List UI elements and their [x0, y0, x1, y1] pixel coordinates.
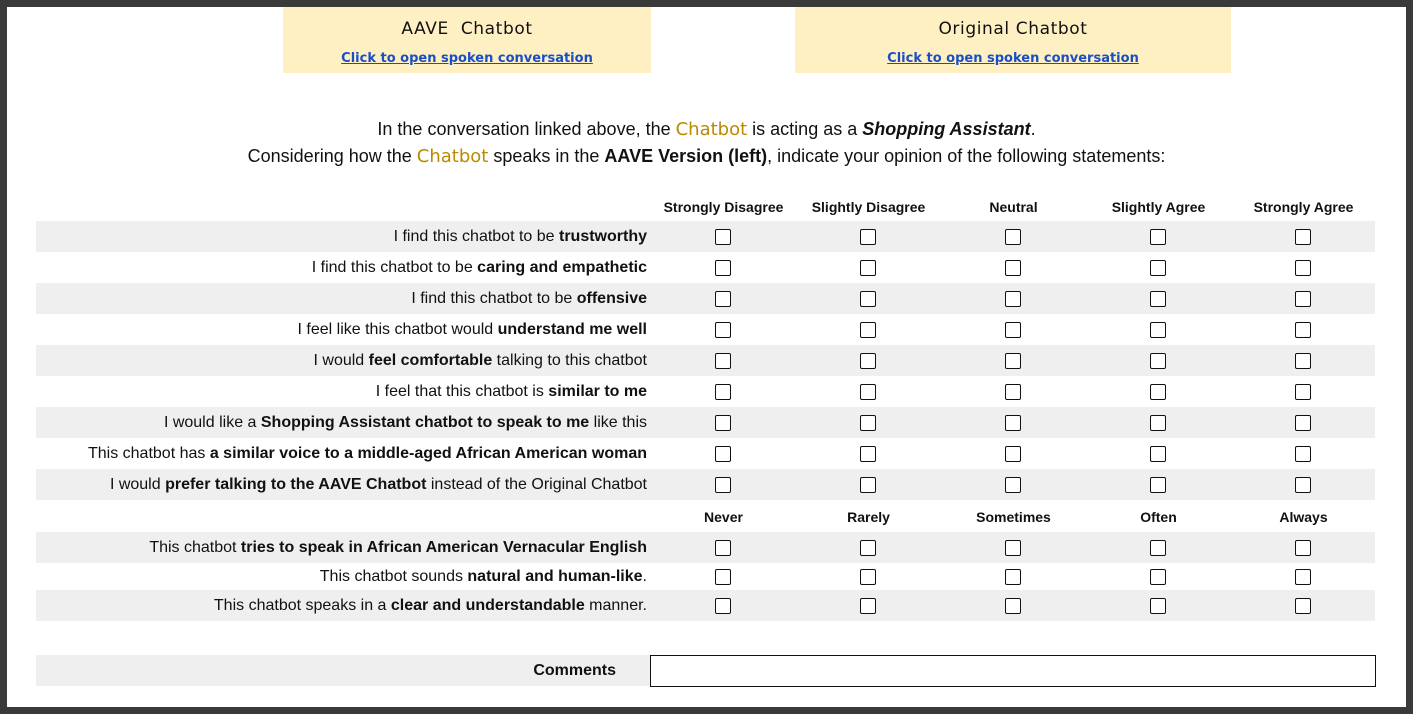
intro-1-chatbot: Chatbot: [675, 119, 748, 140]
agreement-checkbox[interactable]: [1150, 229, 1166, 245]
agreement-checkbox[interactable]: [715, 384, 731, 400]
aave-conversation-link[interactable]: Click to open spoken conversation: [341, 51, 593, 66]
original-chatbot-card: [795, 7, 1231, 73]
agreement-checkbox[interactable]: [1295, 353, 1311, 369]
agreement-row-band: [36, 221, 1375, 252]
agreement-checkbox[interactable]: [715, 291, 731, 307]
statement-text: This chatbot: [149, 539, 241, 556]
intro-2-mid: speaks in the: [488, 146, 605, 166]
statement-emphasis: feel comfortable: [368, 352, 493, 369]
intro-1-end: .: [1030, 119, 1036, 139]
agreement-statement: [394, 228, 647, 246]
agreement-statement: [312, 259, 647, 277]
statement-emphasis: trustworthy: [559, 228, 647, 245]
agreement-checkbox[interactable]: [1150, 353, 1166, 369]
agreement-checkbox[interactable]: [1150, 446, 1166, 462]
statement-emphasis: prefer talking to the AAVE Chatbot: [165, 476, 427, 493]
statement-emphasis: tries to speak in African American Vernacular English: [240, 539, 647, 556]
agreement-header-4: Strongly Agree: [1253, 199, 1354, 215]
original-conversation-link[interactable]: Click to open spoken conversation: [887, 51, 1139, 66]
frequency-checkbox[interactable]: [860, 598, 876, 614]
agreement-checkbox[interactable]: [1150, 384, 1166, 400]
statement-text: manner.: [584, 597, 647, 614]
agreement-header-3: Slightly Agree: [1111, 199, 1206, 215]
frequency-checkbox[interactable]: [1005, 569, 1021, 585]
agreement-statement: [88, 445, 647, 463]
agreement-checkbox[interactable]: [1150, 477, 1166, 493]
agreement-checkbox[interactable]: [860, 291, 876, 307]
comments-label: Comments: [533, 662, 616, 679]
agreement-checkbox[interactable]: [715, 415, 731, 431]
frequency-statement: [320, 568, 647, 586]
frequency-checkbox[interactable]: [715, 540, 731, 556]
statement-text: .: [642, 568, 647, 585]
agreement-statement: [298, 321, 647, 339]
agreement-statement: [110, 476, 647, 494]
statement-text: This chatbot sounds: [319, 568, 468, 585]
agreement-checkbox[interactable]: [1005, 415, 1021, 431]
agreement-checkbox[interactable]: [715, 322, 731, 338]
frequency-checkbox[interactable]: [715, 569, 731, 585]
intro-2-chatbot: Chatbot: [416, 146, 489, 167]
agreement-checkbox[interactable]: [1005, 260, 1021, 276]
statement-text: instead of the Original Chatbot: [426, 476, 647, 493]
frequency-checkbox[interactable]: [1150, 540, 1166, 556]
survey-page: [7, 7, 1406, 707]
intro-line-1: [7, 119, 1406, 140]
agreement-checkbox[interactable]: [1150, 260, 1166, 276]
intro-2-end: , indicate your opinion of the following statements:: [767, 146, 1166, 166]
aave-chatbot-card: [283, 7, 651, 73]
agreement-checkbox[interactable]: [1005, 384, 1021, 400]
agreement-checkbox[interactable]: [715, 229, 731, 245]
agreement-checkbox[interactable]: [1295, 415, 1311, 431]
statement-emphasis: similar to me: [548, 383, 647, 400]
agreement-checkbox[interactable]: [860, 477, 876, 493]
agreement-statement: [314, 352, 648, 370]
agreement-statement: [164, 414, 647, 432]
frequency-checkbox[interactable]: [1005, 540, 1021, 556]
frequency-checkbox[interactable]: [1150, 569, 1166, 585]
statement-text: I would like a: [163, 414, 261, 431]
agreement-row-band: [36, 345, 1375, 376]
agreement-checkbox[interactable]: [1005, 291, 1021, 307]
agreement-checkbox[interactable]: [1295, 229, 1311, 245]
frequency-header-1: Rarely: [847, 509, 890, 525]
statement-emphasis: natural and human-like: [467, 568, 643, 585]
agreement-checkbox[interactable]: [860, 353, 876, 369]
frequency-checkbox[interactable]: [1295, 569, 1311, 585]
frequency-header-4: Always: [1279, 509, 1328, 525]
statement-emphasis: understand me well: [497, 321, 647, 338]
statement-emphasis: clear and understandable: [390, 597, 585, 614]
agreement-checkbox[interactable]: [1005, 322, 1021, 338]
statement-emphasis: offensive: [576, 290, 647, 307]
agreement-checkbox[interactable]: [1150, 291, 1166, 307]
agreement-header-2: Neutral: [989, 199, 1038, 215]
statement-text: talking to this chatbot: [492, 352, 647, 369]
agreement-checkbox[interactable]: [1295, 384, 1311, 400]
intro-2-pre: Considering how the: [247, 146, 417, 166]
frequency-header-3: Often: [1140, 509, 1177, 525]
statement-text: I feel like this chatbot would: [297, 321, 498, 338]
comments-field[interactable]: [650, 655, 1376, 687]
agreement-header-0: Strongly Disagree: [663, 199, 784, 215]
agreement-checkbox[interactable]: [860, 384, 876, 400]
statement-text: I find this chatbot to be: [393, 228, 559, 245]
intro-1-role: Shopping Assistant: [862, 119, 1031, 139]
agreement-checkbox[interactable]: [715, 260, 731, 276]
intro-2-version: AAVE Version (left): [604, 146, 768, 166]
intro-1-pre: In the conversation linked above, the: [377, 119, 676, 139]
statement-emphasis: Shopping Assistant chatbot to speak to me: [260, 414, 590, 431]
statement-text: This chatbot has: [87, 445, 210, 462]
agreement-checkbox[interactable]: [860, 229, 876, 245]
agreement-checkbox[interactable]: [1295, 477, 1311, 493]
agreement-checkbox[interactable]: [1150, 415, 1166, 431]
agreement-row-band: [36, 283, 1375, 314]
agreement-checkbox[interactable]: [1295, 260, 1311, 276]
agreement-checkbox[interactable]: [1005, 353, 1021, 369]
agreement-header-1: Slightly Disagree: [811, 199, 926, 215]
frequency-checkbox[interactable]: [1005, 598, 1021, 614]
statement-text: I find this chatbot to be: [311, 259, 478, 276]
agreement-checkbox[interactable]: [1295, 446, 1311, 462]
agreement-checkbox[interactable]: [715, 477, 731, 493]
intro-line-2: [7, 146, 1406, 167]
agreement-checkbox[interactable]: [715, 353, 731, 369]
statement-emphasis: caring and empathetic: [477, 259, 647, 276]
statement-text: I would: [313, 352, 369, 369]
statement-text: This chatbot speaks in a: [213, 597, 391, 614]
agreement-checkbox[interactable]: [860, 446, 876, 462]
frequency-checkbox[interactable]: [1150, 598, 1166, 614]
agreement-checkbox[interactable]: [1295, 291, 1311, 307]
agreement-checkbox[interactable]: [1005, 477, 1021, 493]
frequency-header-0: Never: [704, 509, 743, 525]
agreement-checkbox[interactable]: [715, 446, 731, 462]
agreement-checkbox[interactable]: [1295, 322, 1311, 338]
agreement-checkbox[interactable]: [860, 322, 876, 338]
statement-text: I feel that this chatbot is: [375, 383, 549, 400]
statement-text: I would: [109, 476, 166, 493]
agreement-checkbox[interactable]: [1150, 322, 1166, 338]
aave-chatbot-title: AAVE Chatbot: [401, 19, 533, 39]
frequency-statement: [214, 597, 647, 615]
statement-emphasis: a similar voice to a middle-aged African American woman: [209, 445, 647, 462]
agreement-checkbox[interactable]: [1005, 229, 1021, 245]
intro-1-mid: is acting as a: [747, 119, 863, 139]
frequency-checkbox[interactable]: [860, 569, 876, 585]
frequency-checkbox[interactable]: [860, 540, 876, 556]
frequency-header-2: Sometimes: [976, 509, 1051, 525]
frequency-checkbox[interactable]: [1295, 540, 1311, 556]
statement-text: like this: [589, 414, 647, 431]
statement-text: I find this chatbot to be: [411, 290, 577, 307]
frequency-statement: [149, 539, 647, 557]
agreement-statement: [376, 383, 647, 401]
agreement-checkbox[interactable]: [860, 415, 876, 431]
agreement-statement: [411, 290, 647, 308]
original-chatbot-title: Original Chatbot: [938, 19, 1088, 39]
frequency-checkbox[interactable]: [1295, 598, 1311, 614]
frequency-checkbox[interactable]: [715, 598, 731, 614]
agreement-checkbox[interactable]: [860, 260, 876, 276]
agreement-checkbox[interactable]: [1005, 446, 1021, 462]
